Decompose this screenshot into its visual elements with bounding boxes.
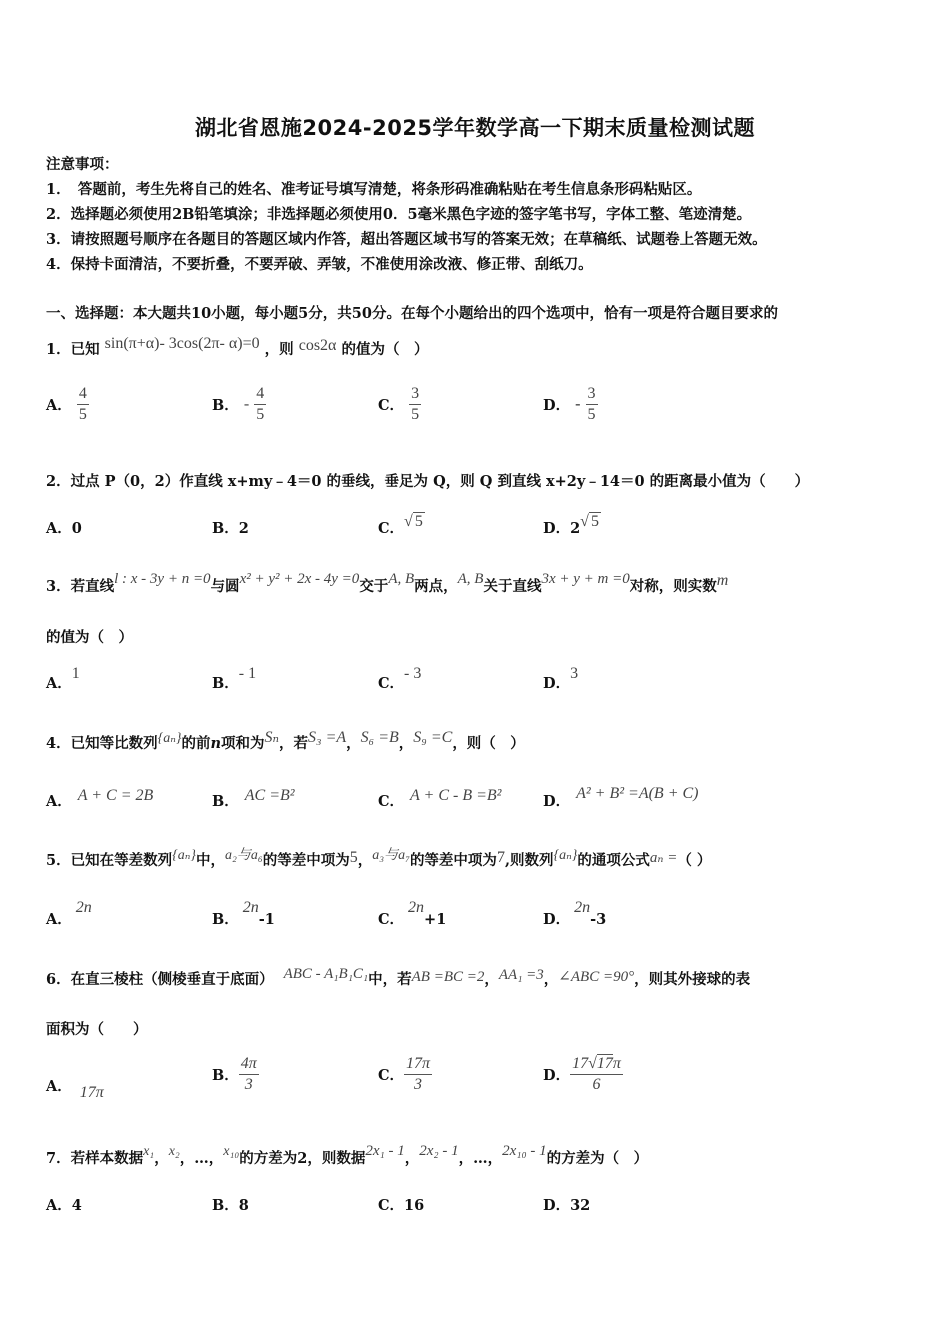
q5-option-a[interactable] [46, 899, 92, 929]
q4-option-b[interactable] [212, 787, 295, 811]
option-label: A． [46, 793, 72, 810]
option-label: C． [378, 1067, 405, 1084]
text: ， [484, 971, 499, 988]
option-label: B． [212, 911, 239, 928]
text: ， [357, 852, 373, 869]
question-1 [46, 335, 429, 359]
q4-prefix: 4．已知等比数列 [46, 735, 158, 752]
option-label: A． [46, 1197, 72, 1214]
option-label: B． [212, 675, 239, 692]
option-label: D． [543, 1067, 571, 1084]
formula: S₉ =C [413, 729, 453, 746]
text: ， [346, 735, 361, 752]
option-value: 3 [570, 665, 579, 682]
q1-formula2: cos2α [298, 337, 337, 354]
text: 的通项公式 [577, 852, 650, 869]
q6-prefix: 6．在直三棱柱（侧棱垂直于底面） [46, 971, 274, 988]
pi: π [612, 1055, 621, 1072]
formula: AB =BC =2 [411, 969, 485, 985]
q3-option-d[interactable] [543, 665, 579, 693]
q7-option-d[interactable] [543, 1194, 590, 1215]
text: ，若 [279, 735, 308, 752]
option-value: AC =B² [244, 787, 295, 804]
q6-option-d[interactable] [543, 1054, 623, 1095]
option-value: 17π [79, 1084, 104, 1101]
q2-option-c[interactable] [378, 510, 425, 537]
denominator: 3 [414, 1076, 423, 1093]
q3-option-b[interactable] [212, 665, 257, 693]
fraction [77, 384, 89, 425]
fraction [409, 384, 421, 425]
coefficient: 2 [570, 520, 581, 537]
formula: aₙ = [649, 850, 678, 866]
formula: a₂与a₆ [224, 848, 263, 863]
numerator: 3 [586, 384, 598, 405]
text: ， [543, 971, 559, 988]
notice-item: 2．选择题必须使用2B铅笔填涂；非选择题必须使用0．5毫米黑色字迹的签字笔书写，字体工整、笔迹清楚。 [46, 206, 752, 223]
formula: 2x₂ - 1 [419, 1143, 459, 1159]
formula: AA₁ =3 [498, 967, 544, 983]
numerator: 4 [77, 384, 89, 405]
q7-option-b[interactable] [212, 1194, 249, 1215]
option-label: D． [543, 520, 571, 537]
sign: - [575, 395, 581, 413]
option-value: 32 [570, 1197, 591, 1214]
formula: ABC - A₁B₁C₁ [283, 966, 369, 982]
formula: m [716, 572, 729, 589]
formula: Sₙ [264, 729, 279, 746]
formula: A, B [388, 571, 415, 587]
option-label: D． [543, 397, 571, 414]
option-label: A． [46, 520, 72, 537]
fraction [586, 384, 598, 425]
page-title: 湖北省恩施2024-2025学年数学高一下期末质量检测试题 [194, 116, 756, 140]
q3-option-a[interactable] [46, 665, 80, 693]
text: 交于 [359, 578, 389, 595]
text: ，…， [458, 1150, 503, 1167]
fraction [570, 1054, 623, 1095]
option-label: D． [543, 911, 571, 928]
numerator: 17π [404, 1054, 432, 1075]
formula: x² + y² + 2x - 4y =0 [239, 571, 360, 587]
option-label: C． [378, 397, 405, 414]
q3-line2: 的值为（ ） [46, 629, 133, 646]
numerator: 4 [254, 384, 266, 405]
q6-option-a[interactable] [46, 1075, 104, 1101]
numerator: 3 [409, 384, 421, 405]
text: ，则（ ） [452, 735, 525, 752]
formula: 2n [242, 899, 259, 916]
option-value: 0 [71, 520, 82, 537]
question-6 [46, 968, 750, 989]
q5-option-d[interactable] [543, 899, 607, 929]
option-value: 2 [238, 520, 249, 537]
text: 的方差为（ ） [546, 1150, 649, 1167]
formula: S₃ =A [308, 729, 347, 746]
option-label: B． [212, 520, 239, 537]
option-label: D． [543, 793, 571, 810]
q4-option-a[interactable] [46, 787, 154, 811]
text: 与圆 [210, 578, 240, 595]
q5-prefix: 5．已知在等差数列 [46, 852, 173, 869]
q7-option-c[interactable] [378, 1194, 424, 1215]
suffix: +1 [424, 911, 447, 928]
option-label: B． [212, 397, 239, 414]
option-value: A + C - B =B² [410, 787, 502, 804]
option-value: A² + B² =A(B + C) [576, 785, 699, 802]
option-value: A + C = 2B [77, 787, 154, 804]
q1-option-d[interactable] [543, 384, 598, 425]
q6-option-c[interactable] [378, 1054, 432, 1095]
text: 对称，则实数 [629, 578, 717, 595]
q3-option-c[interactable] [378, 665, 422, 693]
denominator: 6 [592, 1076, 601, 1093]
option-label: A． [46, 1078, 72, 1095]
q5-option-b[interactable] [212, 899, 275, 929]
text: 的前 [181, 735, 211, 752]
option-label: C． [378, 520, 405, 537]
q2-option-d[interactable] [543, 510, 601, 537]
q1-option-b[interactable] [212, 384, 266, 425]
q1-formula: sin(π+α)- 3cos(2π- α)=0 [104, 335, 260, 352]
formula: A, B [457, 571, 484, 587]
fraction [239, 1054, 259, 1095]
q1-mid: ，则 [264, 341, 294, 358]
denominator: 5 [411, 406, 420, 423]
fraction [254, 384, 266, 425]
radicand: 17 [596, 1055, 613, 1072]
text: ， [398, 735, 414, 752]
variable-n: n [210, 735, 222, 752]
q6-option-b[interactable] [212, 1054, 259, 1095]
text: ，…， [179, 1150, 224, 1167]
text: 关于直线 [483, 578, 542, 595]
q1-option-a[interactable] [46, 384, 89, 425]
option-label: A． [46, 911, 72, 928]
notice-heading: 注意事项： [46, 156, 119, 173]
formula: x₁ [143, 1144, 155, 1159]
suffix: -3 [590, 911, 607, 928]
option-label: A． [46, 397, 72, 414]
text: 的等差中项为 [409, 852, 497, 869]
option-label: C． [378, 675, 405, 692]
formula: 2n [75, 899, 92, 916]
numerator: 4π [239, 1054, 259, 1075]
option-label: B． [212, 793, 239, 810]
section-heading: 一、选择题：本大题共10小题，每小题5分，共50分。在每个小题给出的四个选项中，恰有一项是符合题目要求的 [46, 305, 778, 322]
sqrt: √ 5 [580, 513, 599, 530]
denominator: 5 [587, 406, 596, 423]
formula: x₁₀ [223, 1144, 240, 1159]
sqrt: √ 5 [404, 513, 423, 530]
text: 中，若 [368, 971, 412, 988]
question-7 [46, 1143, 649, 1168]
q7-option-a[interactable] [46, 1194, 82, 1215]
formula: 2n [408, 899, 425, 916]
denominator: 3 [244, 1076, 253, 1093]
question-2: 2．过点 P（0，2）作直线 x+my﹣4＝0 的垂线，垂足为 Q，则 Q 到直线 x+2y﹣14＝0 的距离最小值为（ ） [46, 473, 810, 490]
option-value: 16 [404, 1197, 425, 1214]
q4-option-c[interactable] [378, 787, 502, 811]
formula: ∠ABC =90° [558, 969, 635, 985]
text: ， [154, 1150, 169, 1167]
notice-item: 1． 答题前，考生先将自己的姓名、准考证号填写清楚，将条形码准确粘贴在考生信息条形码粘贴区。 [46, 181, 702, 198]
option-value: - 1 [238, 665, 257, 682]
q1-suffix: 的值为（ ） [341, 341, 429, 358]
numerator: 17√17π [570, 1054, 623, 1075]
formula: {aₙ} [553, 848, 578, 863]
formula: 2n [574, 899, 591, 916]
formula: {aₙ} [157, 731, 182, 746]
q2-option-b[interactable] [212, 517, 249, 538]
q1-option-c[interactable] [378, 384, 421, 425]
option-label: B． [212, 1197, 239, 1214]
option-label: B． [212, 1067, 239, 1084]
option-label: C． [378, 793, 405, 810]
sign: - [243, 395, 250, 413]
formula: a₃与a₇ [372, 848, 410, 863]
formula: 3x + y + m =0 [541, 571, 630, 587]
text: 的等差中项为 [262, 852, 350, 869]
q1-prefix: 1．已知 [46, 341, 100, 358]
q3-prefix: 3．若直线 [46, 578, 115, 595]
option-value: 4 [71, 1197, 82, 1214]
q4-option-d[interactable] [543, 785, 699, 811]
option-label: D． [543, 675, 571, 692]
question-5 [46, 849, 711, 870]
text: 中， [195, 852, 225, 869]
text: 两点， [414, 578, 458, 595]
option-label: C． [378, 911, 405, 928]
denominator: 5 [78, 406, 87, 423]
formula: 2x₁₀ - 1 [502, 1143, 547, 1159]
option-value: - 3 [404, 665, 422, 682]
fraction [404, 1054, 432, 1095]
q6-line2: 面积为（ ） [46, 1021, 148, 1038]
formula: {aₙ} [172, 848, 196, 863]
option-label: C． [378, 1197, 405, 1214]
formula: x₂ [168, 1144, 180, 1159]
text: （ ） [677, 852, 712, 869]
q7-prefix: 7．若样本数据 [46, 1150, 144, 1167]
option-value: 8 [238, 1197, 249, 1214]
question-3 [46, 571, 729, 596]
text: ，则其外接球的表 [634, 971, 751, 988]
suffix: -1 [258, 911, 275, 928]
text: ,则数列 [504, 852, 554, 869]
formula: 7 [496, 849, 505, 866]
formula: S₆ =B [360, 729, 399, 746]
formula: 2x₁ - 1 [365, 1143, 405, 1159]
text: 的方差为2，则数据 [239, 1150, 366, 1167]
coefficient: 17 [572, 1055, 589, 1072]
question-4 [46, 729, 525, 753]
option-label: A． [46, 675, 72, 692]
formula: l : x - 3y + n =0 [114, 571, 211, 587]
denominator: 5 [256, 406, 265, 423]
q5-option-c[interactable] [378, 899, 447, 929]
notice-item: 4．保持卡面清洁，不要折叠，不要弄破、弄皱，不准使用涂改液、修正带、刮纸刀。 [46, 256, 593, 273]
q2-option-a[interactable] [46, 517, 82, 538]
option-label: D． [543, 1197, 571, 1214]
radicand: 5 [590, 513, 599, 530]
text: ， [404, 1150, 420, 1167]
notice-item: 3．请按照题号顺序在各题目的答题区域内作答，超出答题区域书写的答案无效；在草稿纸、试题卷上答题无效。 [46, 231, 767, 248]
option-value: 1 [71, 665, 80, 682]
formula: 5 [349, 849, 358, 866]
text: 项和为 [221, 735, 265, 752]
radicand: 5 [414, 513, 423, 530]
